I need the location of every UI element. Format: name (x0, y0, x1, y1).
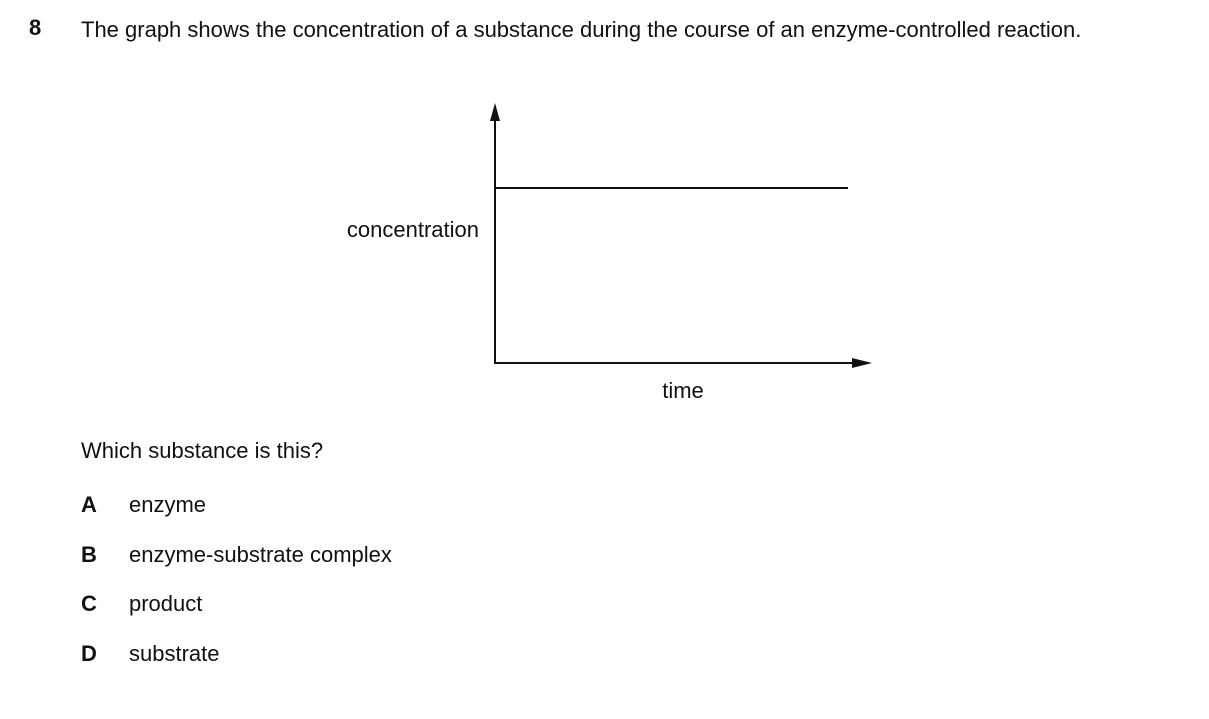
question-stem: The graph shows the concentration of a substance during the course of an enzyme-controlled reaction. (81, 17, 1082, 42)
option-text: enzyme-substrate complex (129, 541, 392, 567)
answer-options (81, 492, 392, 690)
option-b[interactable] (81, 542, 392, 592)
option-text: product (129, 591, 203, 616)
option-text: enzyme (129, 492, 207, 517)
option-d[interactable] (81, 641, 392, 691)
question-number: 8 (29, 15, 42, 40)
option-letter: D (81, 640, 97, 666)
y-axis-label: concentration (346, 217, 479, 242)
option-letter: B (81, 541, 97, 567)
option-text: substrate (129, 640, 220, 666)
concentration-time-graph (300, 95, 900, 415)
option-letter: A (81, 492, 97, 517)
x-axis-arrowhead (852, 358, 872, 368)
option-c[interactable] (81, 591, 392, 641)
option-letter: C (81, 591, 97, 616)
question-prompt: Which substance is this? (81, 438, 324, 463)
x-axis-label: time (662, 378, 704, 403)
chart-svg (300, 95, 900, 415)
y-axis-arrowhead (490, 103, 500, 121)
option-a[interactable] (81, 492, 392, 542)
